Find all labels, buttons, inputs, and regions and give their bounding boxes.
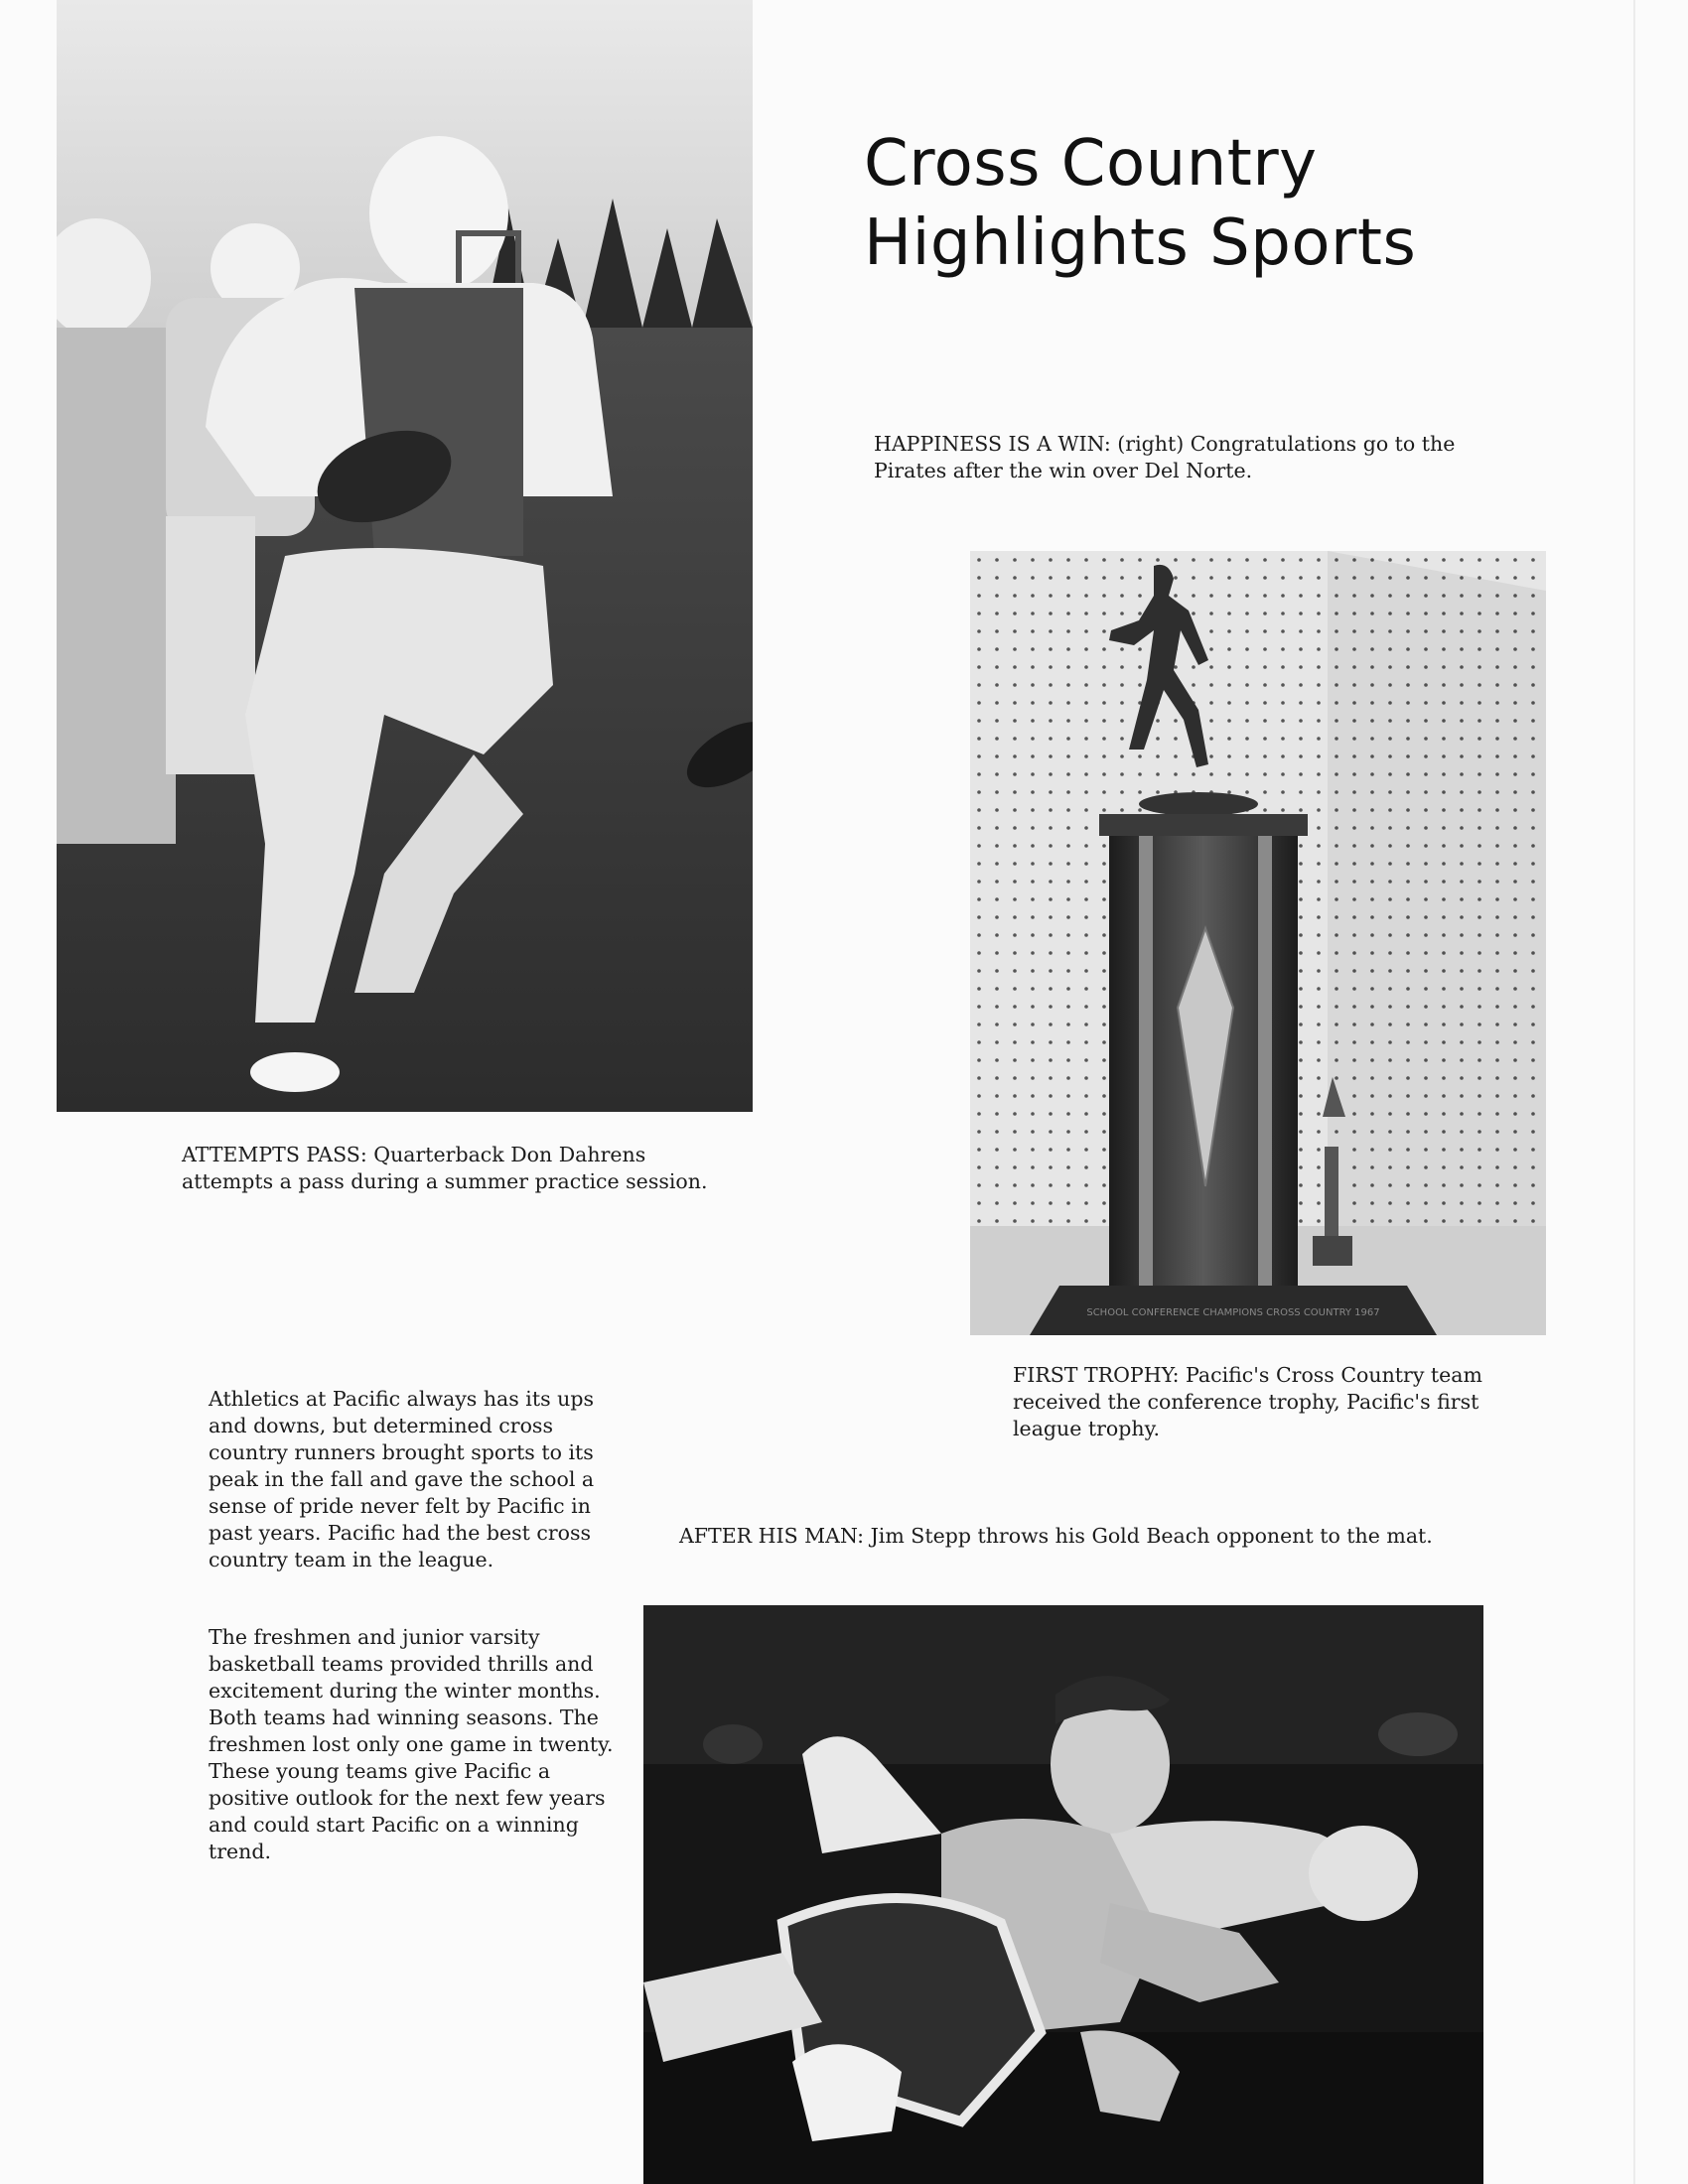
caption-first-trophy: FIRST TROPHY: Pacific's Cross Country team received the conference trophy, Pacific's first league trophy. [1013,1363,1482,1440]
page-title-line-2: Highlights Sports [864,206,1417,280]
caption-happiness: HAPPINESS IS A WIN: (right) Congratulations go to the Pirates after the win over Del Norte. [874,432,1456,482]
football-player-photo [57,0,753,1112]
body-paragraph-2: The freshmen and junior varsity basketball teams provided thrills and excitement during the winter months. Both teams had winning seasons. The freshmen lost only one game in twenty. These young teams give Pacific a positive outlook for the next few years and could start Pacific on a winning trend. [209,1625,614,1863]
page-title-line-1: Cross Country [864,127,1318,201]
body-paragraph-1: Athletics at Pacific always has its ups and downs, but determined cross country runners brought sports to its peak in the fall and gave the school a sense of pride never felt by Pacific in past years. Pacific had the best cross country team in the league. [209,1387,595,1571]
caption-after-his-man: AFTER HIS MAN: Jim Stepp throws his Gold Beach opponent to the mat. [679,1524,1433,1548]
page-edge [1633,0,1635,2184]
page-title [864,124,1416,283]
trophy-photo [970,551,1546,1335]
caption-attempts-pass: ATTEMPTS PASS: Quarterback Don Dahrens attempts a pass during a summer practice session. [182,1143,708,1193]
wrestling-photo [643,1605,1483,2184]
trophy-plaque-text: SCHOOL CONFERENCE CHAMPIONS CROSS COUNTRY 1967 [1086,1307,1380,1318]
